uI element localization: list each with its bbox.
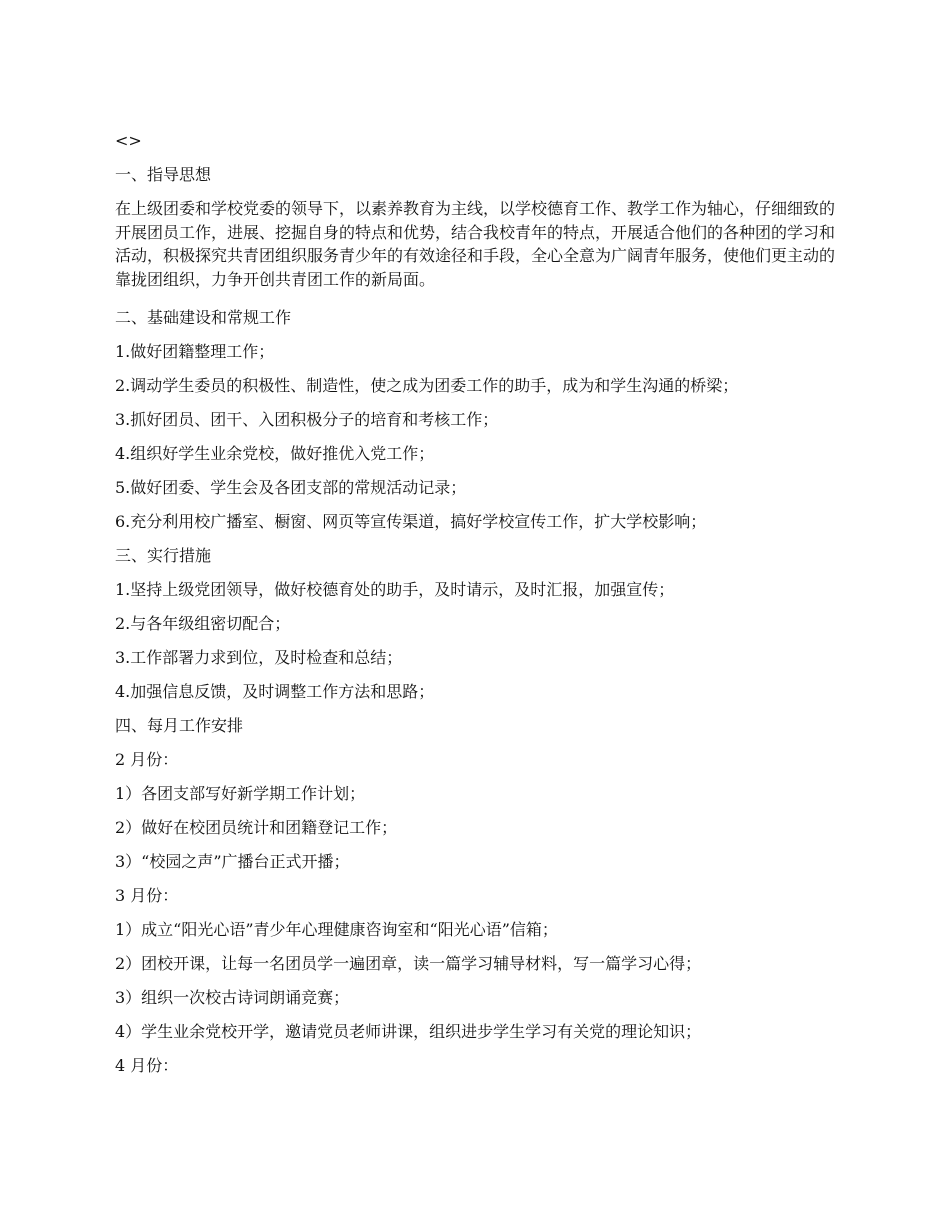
list-item: 3.工作部署力求到位，及时检查和总结； <box>115 648 403 667</box>
guiding-ideas-paragraph: 在上级团委和学校党委的领导下，以素养教育为主线，以学校德育工作、教学工作为轴心，仔细细致的开展团员工作，进展、挖掘自身的特点和优势，结合我校青年的特点，开展适合他们的各种团的学习和活动，积极探究共青团组织服务青少年的有效途径和手段，全心全意为广阔青年服务，使他们更主动的靠拢团组织，力争开创共青团工作的新局面。 <box>115 199 836 289</box>
list-item: 5.做好团委、学生会及各团支部的常规活动记录； <box>115 478 467 497</box>
list-item: 1）成立“阳光心语”青少年心理健康咨询室和“阳光心语”信箱； <box>115 920 558 939</box>
section-heading-guiding-ideas: 一、指导思想 <box>115 165 212 184</box>
section-heading-measures: 三、实行措施 <box>115 546 212 565</box>
list-item: 4）学生业余党校开学，邀请党员老师讲课，组织进步学生学习有关党的理论知识； <box>115 1022 702 1041</box>
month-label-feb: 2 月份： <box>115 750 179 769</box>
list-item: 1）各团支部写好新学期工作计划； <box>115 784 366 803</box>
month-label-apr: 4 月份： <box>115 1056 179 1075</box>
list-item: 2.与各年级组密切配合； <box>115 614 291 633</box>
document-body <box>115 124 835 1083</box>
section-heading-monthly-plan: 四、每月工作安排 <box>115 716 244 735</box>
list-item: 2）团校开课，让每一名团员学一遍团章，读一篇学习辅导材料，写一篇学习心得； <box>115 954 702 973</box>
list-item: 2）做好在校团员统计和团籍登记工作； <box>115 818 398 837</box>
list-item: 3）“校园之声”广播台正式开播； <box>115 852 350 871</box>
section-heading-basic-work: 二、基础建设和常规工作 <box>115 308 292 327</box>
list-item: 3.抓好团员、团干、入团积极分子的培育和考核工作； <box>115 410 499 429</box>
list-item: 3）组织一次校古诗词朗诵竞赛； <box>115 988 350 1007</box>
list-item: 6.充分利用校广播室、橱窗、网页等宣传渠道，搞好学校宣传工作，扩大学校影响； <box>115 512 707 531</box>
document-marker: <> <box>115 131 142 150</box>
list-item: 1.坚持上级党团领导，做好校德育处的助手，及时请示，及时汇报，加强宣传； <box>115 580 675 599</box>
list-item: 4.加强信息反馈，及时调整工作方法和思路； <box>115 682 435 701</box>
month-label-mar: 3 月份： <box>115 886 179 905</box>
list-item: 4.组织好学生业余党校，做好推优入党工作； <box>115 444 435 463</box>
list-item: 1.做好团籍整理工作； <box>115 342 275 361</box>
list-item: 2.调动学生委员的积极性、制造性，使之成为团委工作的助手，成为和学生沟通的桥梁； <box>115 376 739 395</box>
